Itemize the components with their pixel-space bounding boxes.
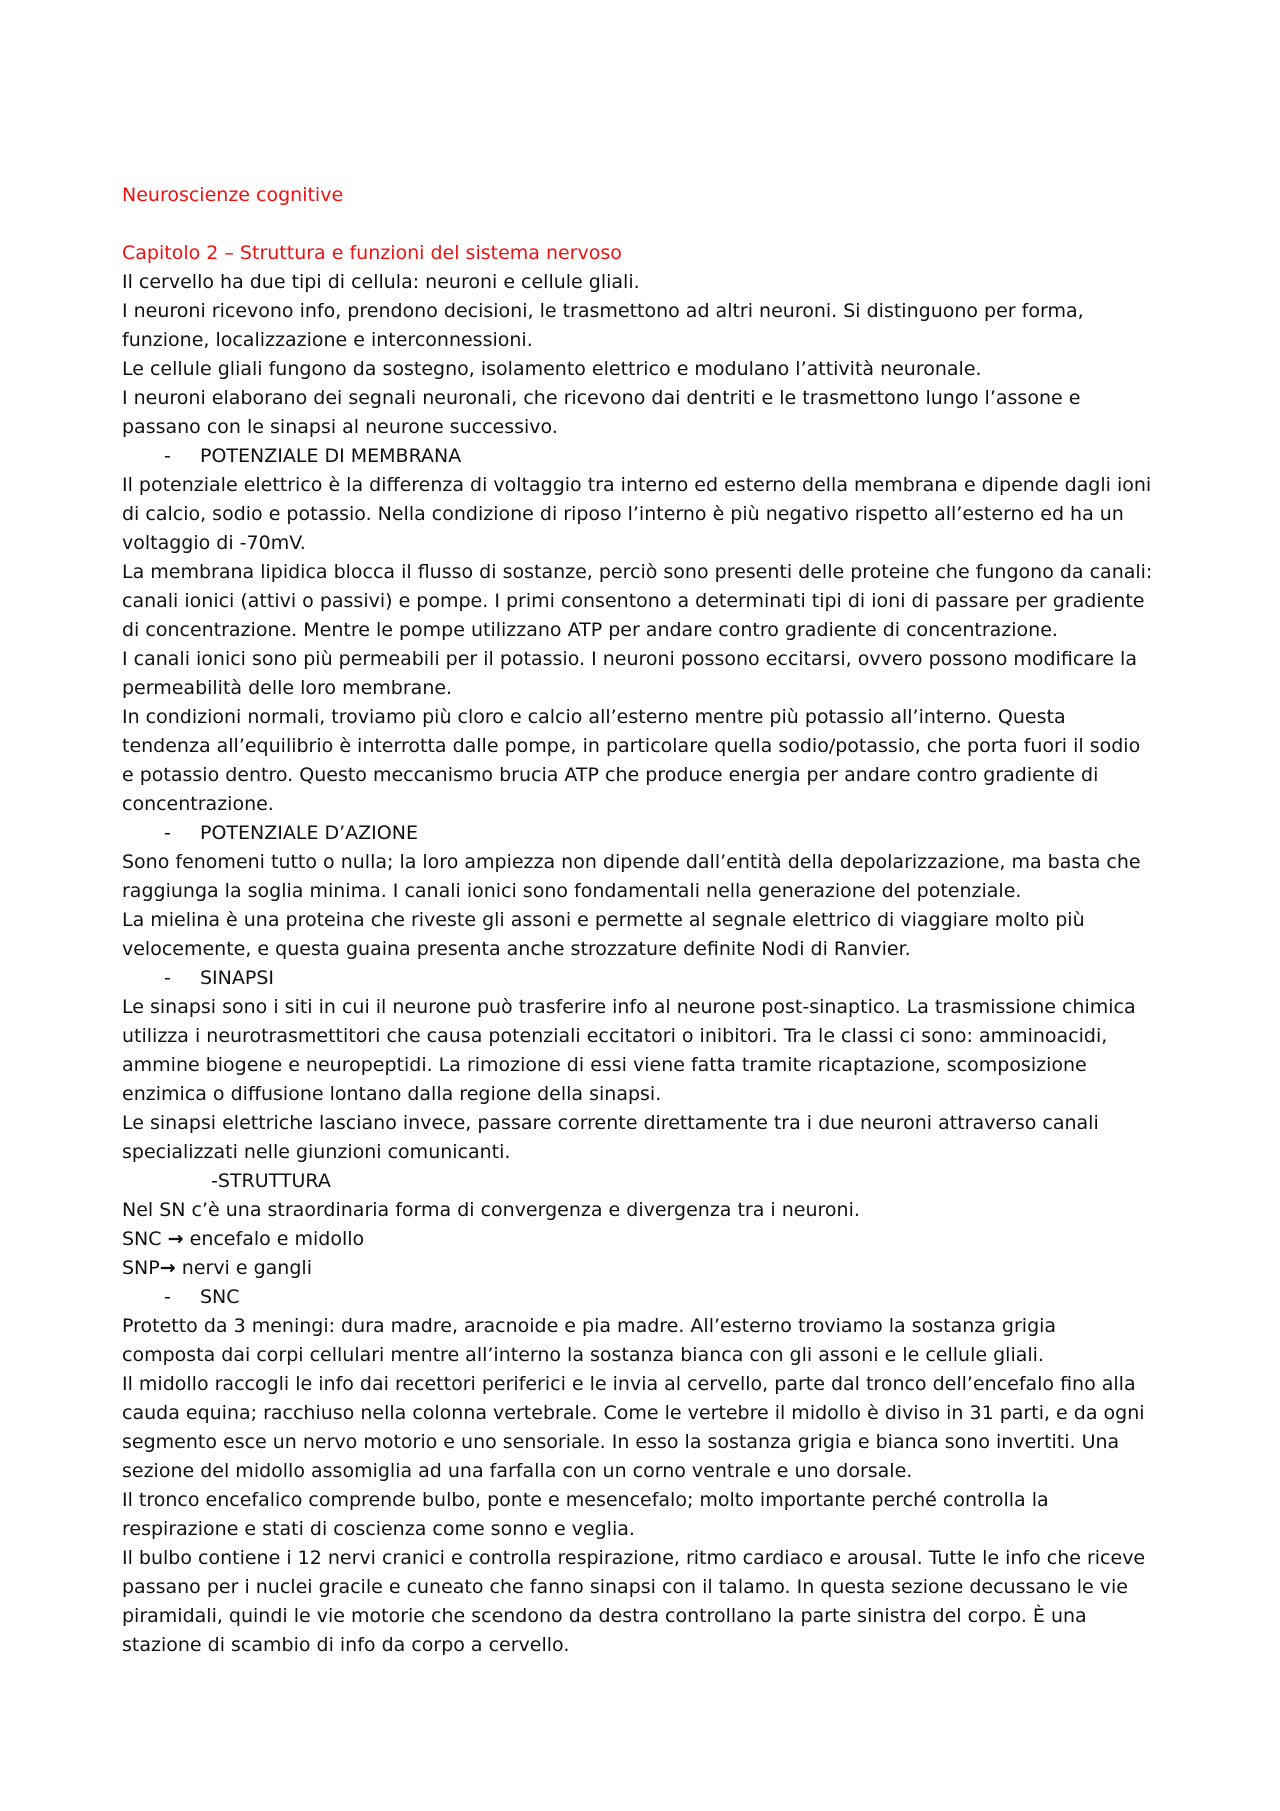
arrow-line-right: encefalo e midollo (183, 1228, 365, 1250)
blank-line (122, 210, 1182, 239)
text-line: passano per i nuclei gracile e cuneato che fanno sinapsi con il talamo. In questa sezione decussano le vie (122, 1576, 1128, 1598)
arrow-line-left: SNC (122, 1228, 168, 1250)
text-line: Il midollo raccogli le info dai recettori periferici e le invia al cervello, parte dal tronco dell’encefalo fino alla (122, 1373, 1136, 1395)
text-line: specializzati nelle giunzioni comunicanti. (122, 1141, 511, 1163)
list-dash: - (164, 445, 171, 467)
text-line: La mielina è una proteina che riveste gli assoni e permette al segnale elettrico di viaggiare molto più (122, 909, 1085, 931)
text-line: piramidali, quindi le vie motorie che scendono da destra controllano la parte sinistra del corpo. È una (122, 1605, 1087, 1627)
text-line: di concentrazione. Mentre le pompe utilizzano ATP per andare contro gradiente di concentrazione. (122, 619, 1058, 641)
list-dash: - (164, 822, 171, 844)
text-line: Nel SN c’è una straordinaria forma di convergenza e divergenza tra i neuroni. (122, 1199, 860, 1221)
text-line: velocemente, e questa guaina presenta anche strozzature definite Nodi di Ranvier. (122, 938, 911, 960)
text-line: voltaggio di -70mV. (122, 532, 306, 554)
arrow-line-snp (122, 1254, 1182, 1283)
text-line: tendenza all’equilibrio è interrotta dalle pompe, in particolare quella sodio/potassio, che porta fuori il sodio (122, 735, 1141, 757)
text-line: La membrana lipidica blocca il flusso di sostanze, perciò sono presenti delle proteine che fungono da canali: (122, 561, 1153, 583)
text-line: sezione del midollo assomiglia ad una farfalla con un corno ventrale e uno dorsale. (122, 1460, 913, 1482)
text-line: I neuroni ricevono info, prendono decisioni, le trasmettono ad altri neuroni. Si distinguono per forma, (122, 300, 1084, 322)
text-line: composta dai corpi cellulari mentre all’interno la sostanza bianca con gli assoni e le cellule gliali. (122, 1344, 1044, 1366)
right-arrow-icon: → (159, 1257, 176, 1279)
section-heading-label: POTENZIALE DI MEMBRANA (200, 445, 462, 467)
right-arrow-icon: → (167, 1228, 184, 1250)
text-line: In condizioni normali, troviamo più cloro e calcio all’esterno mentre più potassio all’interno. Questa (122, 706, 1066, 728)
text-line: ammine biogene e neuropeptidi. La rimozione di essi viene fatta tramite ricaptazione, scomposizione (122, 1054, 1087, 1076)
arrow-line-left: SNP (122, 1257, 160, 1279)
text-line: I neuroni elaborano dei segnali neuronali, che ricevono dai dentriti e le trasmettono lungo l’assone e (122, 387, 1081, 409)
text-line: raggiunga la soglia minima. I canali ionici sono fondamentali nella generazione del potenziale. (122, 880, 1022, 902)
text-line: funzione, localizzazione e interconnessioni. (122, 329, 533, 351)
text-line: passano con le sinapsi al neurone successivo. (122, 416, 558, 438)
text-line: Le cellule gliali fungono da sostegno, isolamento elettrico e modulano l’attività neuronale. (122, 358, 982, 380)
section-heading-struttura: -STRUTTURA (211, 1170, 331, 1192)
text-line: Il tronco encefalico comprende bulbo, ponte e mesencefalo; molto importante perché controlla la (122, 1489, 1049, 1511)
chapter-heading: Capitolo 2 – Struttura e funzioni del sistema nervoso (122, 242, 622, 264)
section-heading-label: POTENZIALE D’AZIONE (200, 822, 418, 844)
list-dash: - (164, 967, 171, 989)
text-line: stazione di scambio di info da corpo a cervello. (122, 1634, 570, 1656)
text-line: Protetto da 3 meningi: dura madre, aracnoide e pia madre. All’esterno troviamo la sostanza grigia (122, 1315, 1057, 1337)
text-line: Sono fenomeni tutto o nulla; la loro ampiezza non dipende dall’entità della depolarizzazione, ma basta che (122, 851, 1141, 873)
section-heading-label: SINAPSI (200, 967, 274, 989)
list-dash: - (164, 1286, 171, 1308)
section-heading-potenziale-membrana (122, 442, 1182, 471)
text-line: concentrazione. (122, 793, 274, 815)
document-body (122, 181, 1182, 1660)
arrow-line-right: nervi e gangli (175, 1257, 312, 1279)
text-line: utilizza i neurotrasmettitori che causa potenziali eccitatori o inibitori. Tra le classi ci sono: amminoacidi, (122, 1025, 1108, 1047)
section-heading-sinapsi (122, 964, 1182, 993)
section-heading-snc (122, 1283, 1182, 1312)
text-line: di calcio, sodio e potassio. Nella condizione di riposo l’interno è più negativo rispetto all’esterno ed ha un (122, 503, 1124, 525)
text-line: Le sinapsi sono i siti in cui il neurone può trasferire info al neurone post-sinaptico. La trasmissione chimica (122, 996, 1136, 1018)
text-line: e potassio dentro. Questo meccanismo brucia ATP che produce energia per andare contro gradiente di (122, 764, 1099, 786)
section-heading-label: SNC (200, 1286, 240, 1308)
arrow-line-snc (122, 1225, 1182, 1254)
text-line: I canali ionici sono più permeabili per il potassio. I neuroni possono eccitarsi, ovvero possono modificare la (122, 648, 1137, 670)
text-line: respirazione e stati di coscienza come sonno e veglia. (122, 1518, 635, 1540)
document-title: Neuroscienze cognitive (122, 184, 344, 206)
text-line: Il cervello ha due tipi di cellula: neuroni e cellule gliali. (122, 271, 640, 293)
text-line: enzimica o diffusione lontano dalla regione della sinapsi. (122, 1083, 662, 1105)
text-line: permeabilità delle loro membrane. (122, 677, 453, 699)
text-line: cauda equina; racchiuso nella colonna vertebrale. Come le vertebre il midollo è diviso in 31 parti, e da ogni (122, 1402, 1145, 1424)
section-heading-potenziale-azione (122, 819, 1182, 848)
text-line: Le sinapsi elettriche lasciano invece, passare corrente direttamente tra i due neuroni attraverso canali (122, 1112, 1099, 1134)
text-line: Il potenziale elettrico è la differenza di voltaggio tra interno ed esterno della membrana e dipende dagli ioni (122, 474, 1152, 496)
text-line: canali ionici (attivi o passivi) e pompe. I primi consentono a determinati tipi di ioni di passare per gradiente (122, 590, 1145, 612)
text-line: Il bulbo contiene i 12 nervi cranici e controlla respirazione, ritmo cardiaco e arousal. Tutte le info che riceve (122, 1547, 1146, 1569)
text-line: segmento esce un nervo motorio e uno sensoriale. In esso la sostanza grigia e bianca sono invertiti. Una (122, 1431, 1120, 1453)
